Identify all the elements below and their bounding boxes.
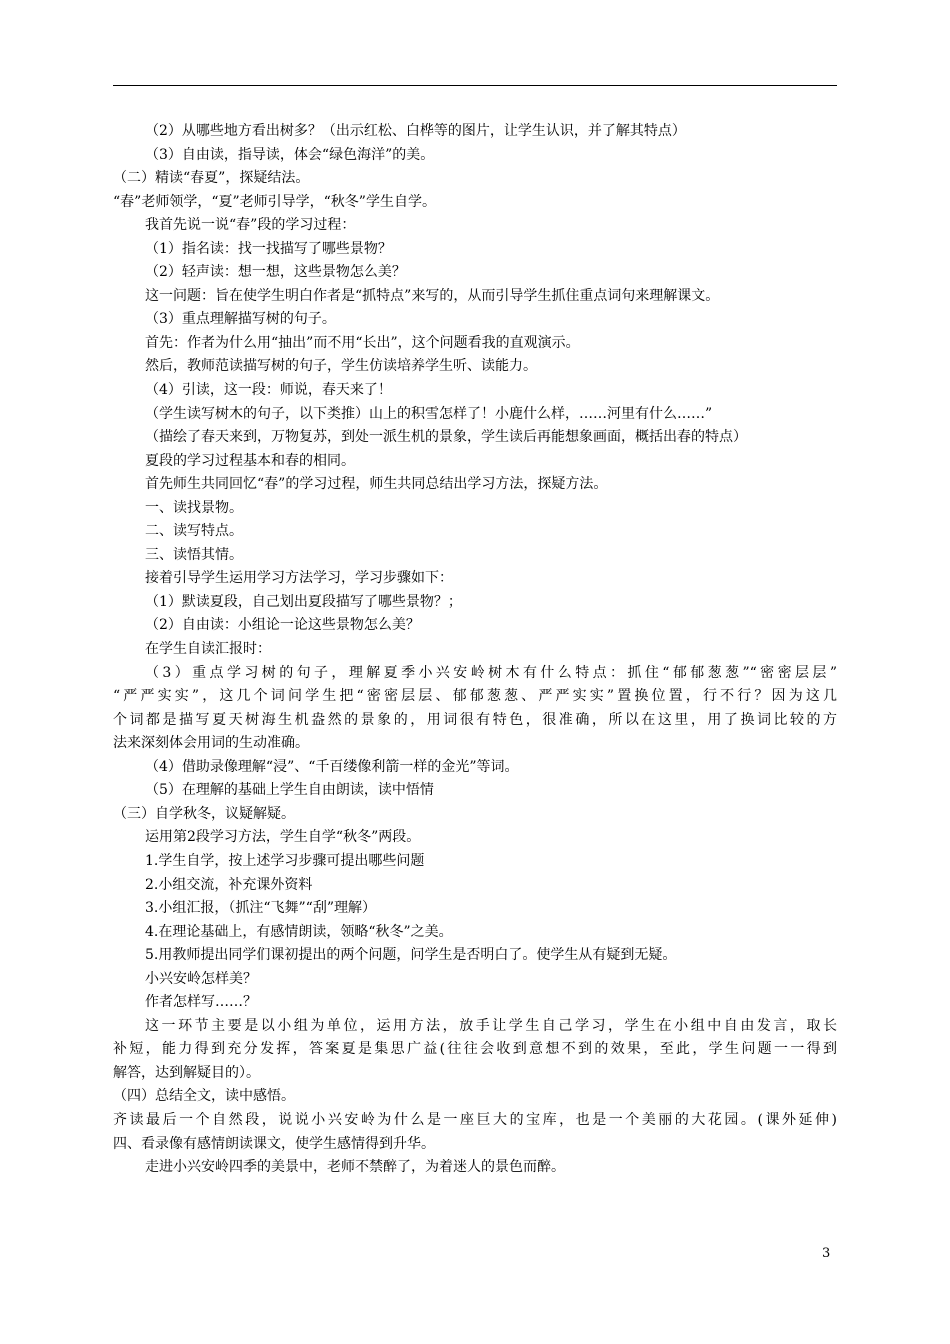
text-line: 1.学生自学，按上述学习步骤可提出哪些问题	[145, 852, 425, 869]
body-text	[113, 120, 837, 1180]
text-line: 四、看录像有感情朗读课文，使学生感情得到升华。	[113, 1135, 435, 1152]
text-line: （1）指名读：找一找描写了哪些景物？	[145, 240, 392, 257]
text-line: （三）自学秋冬，议疑解疑。	[113, 805, 295, 822]
text-line: 法来深刻体会用词的生动准确。	[113, 735, 309, 752]
text-line: 在学生自读汇报时：	[145, 641, 271, 658]
text-line: 解答，达到解疑目的）。	[113, 1064, 260, 1081]
text-line: （4）引读，这一段：师说，春天来了！	[145, 382, 392, 399]
header-rule	[113, 85, 837, 86]
text-line: 齐读最后一个自然段，说说小兴安岭为什么是一座巨大的宝库，也是一个美丽的大花园。(课外延伸)	[113, 1111, 837, 1128]
text-line: 这一问题：旨在使学生明白作者是“抓特点”来写的，从而引导学生抓住重点词句来理解课文。	[145, 287, 720, 304]
text-line: 个词都是描写夏天树海生机盎然的景象的，用词很有特色，很准确，所以在这里，用了换词比较的方	[113, 711, 837, 728]
text-line: 首先：作者为什么用“抽出”而不用“长出”，这个问题看我的直观演示。	[145, 334, 580, 351]
text-line: （4）借助录像理解“浸”、“千百缕像利箭一样的金光”等词。	[145, 758, 519, 775]
text-line: （描绘了春天来到，万物复苏，到处一派生机的景象，学生读后再能想象画面，概括出春的特点）	[145, 429, 747, 446]
text-line: “春”老师领学，“夏”老师引导学，“秋冬”学生自学。	[113, 193, 436, 210]
text-line: 一、读找景物。	[145, 499, 243, 516]
text-line: 3.小组汇报，（抓注“飞舞”“刮”理解）	[145, 900, 376, 917]
text-line: （3）重点理解描写树的句子。	[145, 311, 336, 328]
text-line: 补短，能力得到充分发挥，答案夏是集思广益(往往会收到意想不到的效果，至此，学生问题一一得到	[113, 1041, 837, 1058]
text-line: （3）自由读，指导读，体会“绿色海洋”的美。	[145, 146, 435, 163]
text-line: （5）在理解的基础上学生自由朗读，读中悟情	[145, 782, 434, 799]
text-line: 三、读悟其情。	[145, 546, 243, 563]
text-line: 首先师生共同回忆“春”的学习过程，师生共同总结出学习方法，探疑方法。	[145, 476, 608, 493]
text-line: 接着引导学生运用学习方法学习，学习步骤如下：	[145, 570, 453, 587]
text-line: 走进小兴安岭四季的美景中，老师不禁醉了，为着迷人的景色而醉。	[145, 1159, 565, 1176]
text-line: （2）从哪些地方看出树多？（出示红松、白桦等的图片，让学生认识，并了解其特点）	[145, 123, 686, 139]
text-line: （1）默读夏段，自己划出夏段描写了哪些景物？；	[145, 593, 462, 610]
text-line: （3）重点学习树的句子，理解夏季小兴安岭树木有什么特点：抓住“郁郁葱葱”“密密层层”	[145, 664, 837, 681]
text-line: “严严实实”，这几个词问学生把“密密层层、郁郁葱葱、严严实实”置换位置，行不行？因为这几	[113, 688, 837, 705]
text-line: 二、读写特点。	[145, 523, 243, 540]
text-line: （四）总结全文，读中感悟。	[113, 1088, 295, 1105]
text-line: 夏段的学习过程基本和春的相同。	[145, 452, 355, 469]
text-line: 小兴安岭怎样美？	[145, 970, 257, 987]
page-number: 3	[822, 1246, 831, 1261]
text-line: （学生读写树木的句子，以下类推）山上的积雪怎样了！小鹿什么样，……河里有什么……”	[145, 405, 713, 422]
text-line: 2.小组交流，补充课外资料	[145, 876, 313, 893]
text-line: （二）精读“春夏”，探疑结法。	[113, 170, 310, 187]
text-line: 然后，教师范读描写树的句子，学生仿读培养学生听、读能力。	[145, 358, 537, 375]
text-line: 这一环节主要是以小组为单位，运用方法，放手让学生自己学习，学生在小组中自由发言，取长	[145, 1017, 837, 1034]
text-line: 5.用教师提出同学们课初提出的两个问题，问学生是否明白了。使学生从有疑到无疑。	[145, 947, 677, 964]
text-line: 运用第2段学习方法，学生自学“秋冬”两段。	[145, 829, 421, 846]
text-line: （2）自由读：小组论一论这些景物怎么美？	[145, 617, 420, 634]
text-line: （2）轻声读：想一想，这些景物怎么美？	[145, 264, 406, 281]
text-line: 4.在理论基础上，有感情朗读，领略“秋冬”之美。	[145, 923, 453, 940]
text-line: 作者怎样写……？	[145, 994, 257, 1011]
text-line: 我首先说一说“春”段的学习过程：	[145, 217, 356, 234]
